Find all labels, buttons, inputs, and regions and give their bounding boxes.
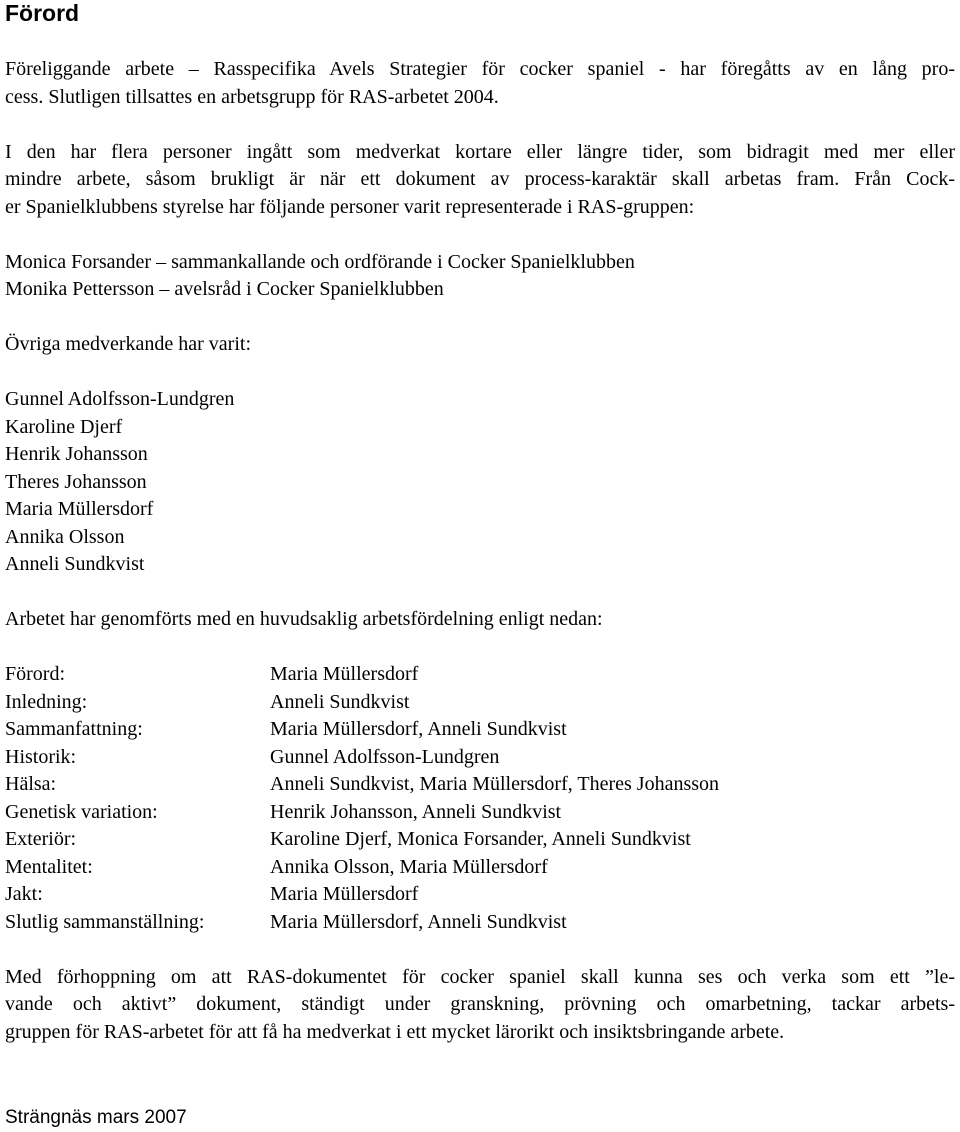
intro-line: Föreliggande arbete – Rasspecifika Avels Strategier för cocker spaniel - har föregåtts av en lång pro- bbox=[5, 58, 955, 80]
contributor-name: Henrik Johansson bbox=[5, 443, 148, 465]
contributor-name: Theres Johansson bbox=[5, 470, 147, 493]
section-name: Mentalitet: bbox=[5, 855, 93, 878]
contributors-intro-line: mindre arbete, såsom brukligt är när ett dokument av process-karaktär skall arbetas fram. Från Cock- bbox=[5, 168, 955, 190]
contributors-intro-line: I den har flera personer ingått som medverkat kortare eller längre tider, som bidragit med mer eller bbox=[5, 140, 955, 163]
closing-paragraph bbox=[5, 964, 955, 1047]
section-authors: Maria Müllersdorf, Anneli Sundkvist bbox=[270, 718, 567, 740]
work-division-row bbox=[5, 854, 955, 882]
work-division-row bbox=[5, 689, 955, 717]
closing-line: vande och aktivt” dokument, ständigt under granskning, prövning och omarbetning, tackar arbets- bbox=[5, 993, 955, 1015]
section-authors: Maria Müllersdorf bbox=[270, 883, 419, 905]
intro-paragraph bbox=[5, 56, 955, 111]
section-authors: Maria Müllersdorf, Anneli Sundkvist bbox=[270, 910, 567, 933]
board-representative: Monika Pettersson – avelsråd i Cocker Spanielklubben bbox=[5, 278, 444, 300]
contributors-intro-paragraph bbox=[5, 139, 955, 222]
page-title: Förord bbox=[5, 0, 80, 26]
section-name: Sammanfattning: bbox=[5, 718, 143, 740]
section-authors: Anneli Sundkvist, Maria Müllersdorf, Theres Johansson bbox=[270, 773, 720, 795]
section-name: Slutlig sammanställning: bbox=[5, 910, 205, 933]
section-authors: Anneli Sundkvist bbox=[270, 690, 410, 713]
work-division-row bbox=[5, 771, 955, 799]
work-division-table bbox=[5, 661, 955, 936]
section-name: Förord: bbox=[5, 663, 65, 685]
work-division-row bbox=[5, 661, 955, 689]
section-name: Historik: bbox=[5, 745, 77, 768]
contributor-name: Anneli Sundkvist bbox=[5, 553, 145, 575]
intro-line: cess. Slutligen tillsattes en arbetsgrupp för RAS-arbetet 2004. bbox=[5, 85, 499, 108]
work-division-row bbox=[5, 909, 955, 937]
section-name: Exteriör: bbox=[5, 828, 77, 850]
other-contributors-label: Övriga medverkande har varit: bbox=[5, 333, 252, 355]
document-page bbox=[5, 0, 955, 1128]
contributors-intro-line: er Spanielklubbens styrelse har följande personer varit representerade i RAS-gruppen: bbox=[5, 195, 695, 218]
work-division-row bbox=[5, 799, 955, 827]
section-name: Genetisk variation: bbox=[5, 800, 158, 823]
section-name: Jakt: bbox=[5, 883, 43, 905]
work-division-row bbox=[5, 744, 955, 772]
section-name: Hälsa: bbox=[5, 773, 57, 795]
contributor-name: Annika Olsson bbox=[5, 525, 125, 548]
work-division-row bbox=[5, 826, 955, 854]
section-authors: Karoline Djerf, Monica Forsander, Anneli Sundkvist bbox=[270, 828, 691, 850]
other-contributors-list bbox=[5, 386, 955, 579]
section-authors: Gunnel Adolfsson-Lundgren bbox=[270, 745, 500, 768]
work-division-row bbox=[5, 716, 955, 744]
closing-line: Med förhoppning om att RAS-dokumentet för cocker spaniel skall kunna ses och verka som ett ”le- bbox=[5, 965, 955, 988]
closing-line: gruppen för RAS-arbetet för att få ha medverkat i ett mycket lärorikt och insiktsbringande arbete. bbox=[5, 1020, 785, 1043]
board-representative: Monica Forsander – sammankallande och ordförande i Cocker Spanielklubben bbox=[5, 250, 635, 273]
work-division-label: Arbetet har genomförts med en huvudsaklig arbetsfördelning enligt nedan: bbox=[5, 608, 603, 630]
work-division-row bbox=[5, 881, 955, 909]
signoff-place-date: Strängnäs mars 2007 bbox=[5, 1107, 187, 1128]
contributor-name: Karoline Djerf bbox=[5, 415, 123, 438]
section-name: Inledning: bbox=[5, 690, 88, 713]
section-authors: Henrik Johansson, Anneli Sundkvist bbox=[270, 800, 562, 823]
contributor-name: Maria Müllersdorf bbox=[5, 498, 154, 520]
board-representatives-list bbox=[5, 249, 955, 304]
section-authors: Maria Müllersdorf bbox=[270, 663, 419, 685]
section-authors: Annika Olsson, Maria Müllersdorf bbox=[270, 855, 548, 878]
contributor-name: Gunnel Adolfsson-Lundgren bbox=[5, 388, 235, 410]
